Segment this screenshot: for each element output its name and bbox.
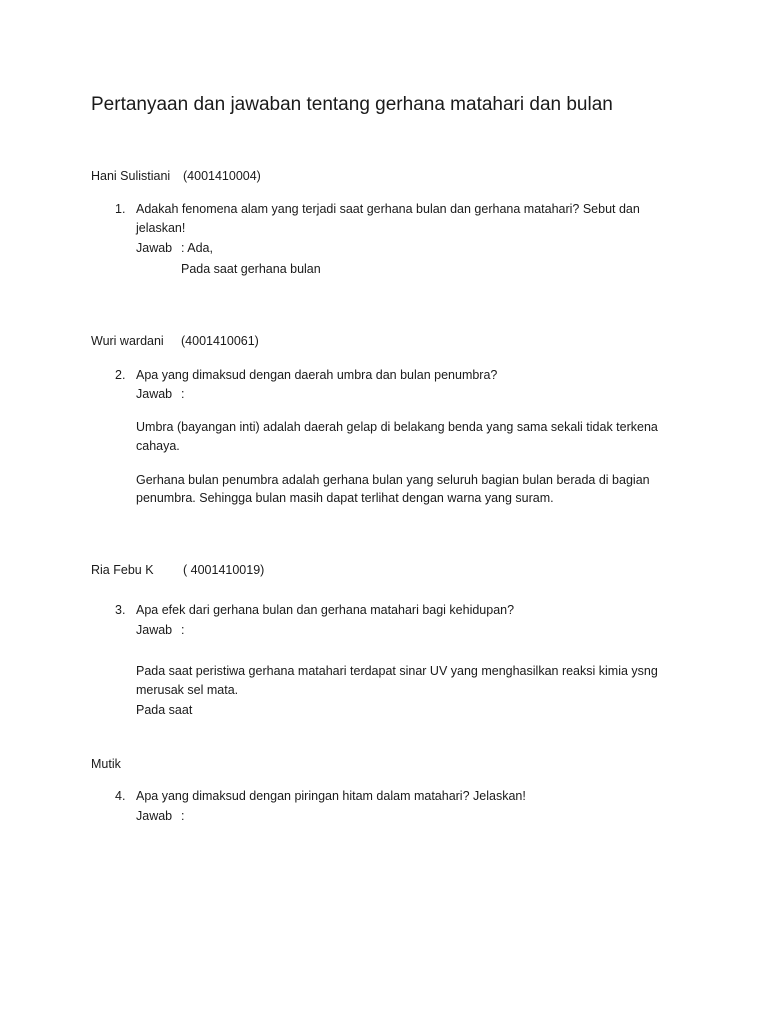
question-number: 1. xyxy=(115,202,126,216)
author-name: Ria Febu K xyxy=(91,563,154,577)
author-id: (4001410061) xyxy=(181,334,259,348)
answer-label: Jawab xyxy=(136,241,173,255)
answer-label: Jawab xyxy=(136,623,173,637)
answer-text: : Ada, xyxy=(181,241,213,255)
question-text-continued: jelaskan! xyxy=(136,221,186,235)
answer-paragraph-continued: penumbra. Sehingga bulan masih dapat terlihat dengan warna yang suram. xyxy=(136,491,554,505)
question-text: Apa yang dimaksud dengan daerah umbra dan bulan penumbra? xyxy=(136,368,498,382)
answer-paragraph: Gerhana bulan penumbra adalah gerhana bulan yang seluruh bagian bulan berada di bagian xyxy=(136,473,650,487)
document-title: Pertanyaan dan jawaban tentang gerhana matahari dan bulan xyxy=(91,94,613,115)
author-id: ( 4001410019) xyxy=(183,563,265,577)
answer-label: Jawab xyxy=(136,809,173,823)
author-id: (4001410004) xyxy=(183,169,261,183)
author-name: Hani Sulistiani xyxy=(91,169,171,183)
answer-paragraph-continued: cahaya. xyxy=(136,439,180,453)
answer-paragraph: Pada saat peristiwa gerhana matahari terdapat sinar UV yang menghasilkan reaksi kimia ysng xyxy=(136,664,658,678)
question-text: Apa efek dari gerhana bulan dan gerhana matahari bagi kehidupan? xyxy=(136,603,515,617)
answer-separator: : xyxy=(181,623,185,637)
question-text: Adakah fenomena alam yang terjadi saat gerhana bulan dan gerhana matahari? Sebut dan xyxy=(136,202,640,216)
question-number: 4. xyxy=(115,789,126,803)
answer-paragraph-continued: merusak sel mata. xyxy=(136,683,239,697)
answer-paragraph: Pada saat xyxy=(136,703,193,717)
answer-separator: : xyxy=(181,809,185,823)
author-name: Wuri wardani xyxy=(91,334,164,348)
question-number: 2. xyxy=(115,368,126,382)
answer-label: Jawab xyxy=(136,387,173,401)
answer-separator: : xyxy=(181,387,185,401)
question-text: Apa yang dimaksud dengan piringan hitam dalam matahari? Jelaskan! xyxy=(136,789,526,803)
answer-paragraph: Umbra (bayangan inti) adalah daerah gelap di belakang benda yang sama sekali tidak terkena xyxy=(136,420,658,434)
question-number: 3. xyxy=(115,603,126,617)
answer-text-continued: Pada saat gerhana bulan xyxy=(181,262,321,276)
author-name: Mutik xyxy=(91,757,121,771)
